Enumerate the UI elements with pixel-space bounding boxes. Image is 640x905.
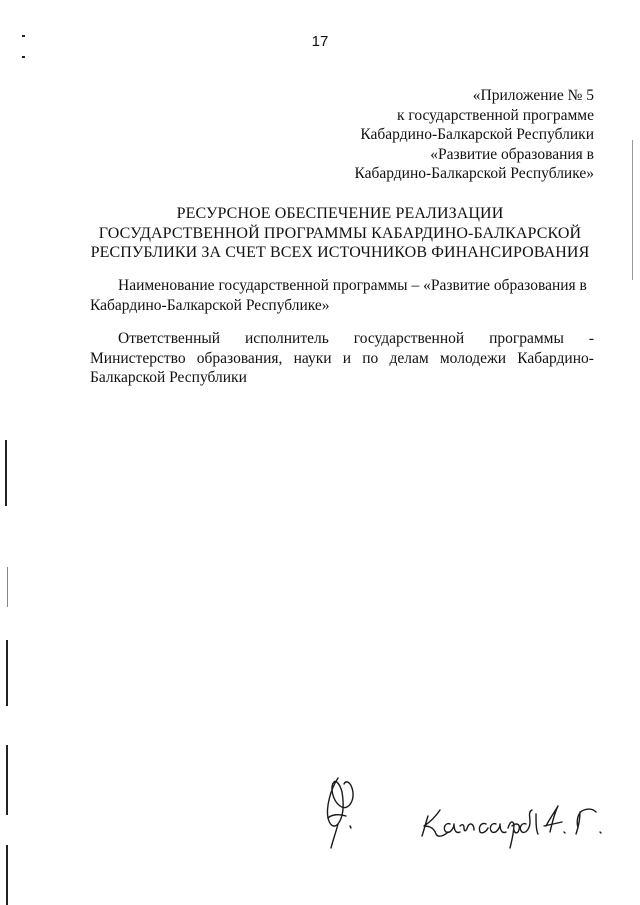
document-title [60,204,620,263]
scan-edge-line [5,440,7,506]
program-name-line: Наименование государственной программы – «Развитие образования в [118,277,587,294]
executor-word: по [362,349,379,367]
executor-word: Кабардино- [517,349,594,367]
executor-word: исполнитель [245,330,329,347]
title-line: РЕСУРСНОЕ ОБЕСПЕЧЕНИЕ РЕАЛИЗАЦИИ [176,205,504,222]
title-line: РЕСПУБЛИКИ ЗА СЧЕТ ВСЕХ ИСТОЧНИКОВ ФИНАНСИРОВАНИЯ [90,244,590,261]
scan-edge-line [6,745,8,815]
scan-edge-line [6,640,8,706]
title-line: ГОСУДАРСТВЕННОЙ ПРОГРАММЫ КАБАРДИНО-БАЛКАРСКОЙ [98,224,582,242]
executor-paragraph [90,329,594,388]
executor-word: образования, [196,349,283,367]
handwritten-signature [422,806,601,848]
appendix-line: «Приложение № 5 [472,87,594,104]
executor-word: программы [489,330,564,347]
executor-word: Министерство [90,349,186,367]
executor-word: науки [293,349,332,367]
executor-line [90,329,594,349]
executor-line: Балкарской Республики [90,369,247,386]
appendix-line: Кабардино-Балкарской Республике» [354,165,594,182]
executor-word: делам [389,349,429,367]
program-name-paragraph [90,276,594,315]
executor-word: и [342,349,352,367]
executor-word: Ответственный [118,330,221,347]
appendix-header [354,86,594,184]
appendix-line: Кабардино-Балкарской Республики [360,126,594,143]
executor-word: государственной [353,330,465,347]
signature-area [300,770,620,860]
executor-line [90,349,594,369]
initials-signature [327,778,353,848]
scan-edge-line [6,845,8,905]
scan-mark [22,56,25,58]
executor-word: - [588,330,594,347]
page-number: 17 [311,33,329,50]
executor-word: молодежи [439,349,507,367]
scan-edge-line [632,140,633,280]
appendix-line: к государственной программе [396,106,594,124]
program-name-line: Кабардино-Балкарской Республике» [90,296,330,314]
appendix-line: «Развитие образования в [430,145,594,163]
scan-edge-line [7,567,8,607]
